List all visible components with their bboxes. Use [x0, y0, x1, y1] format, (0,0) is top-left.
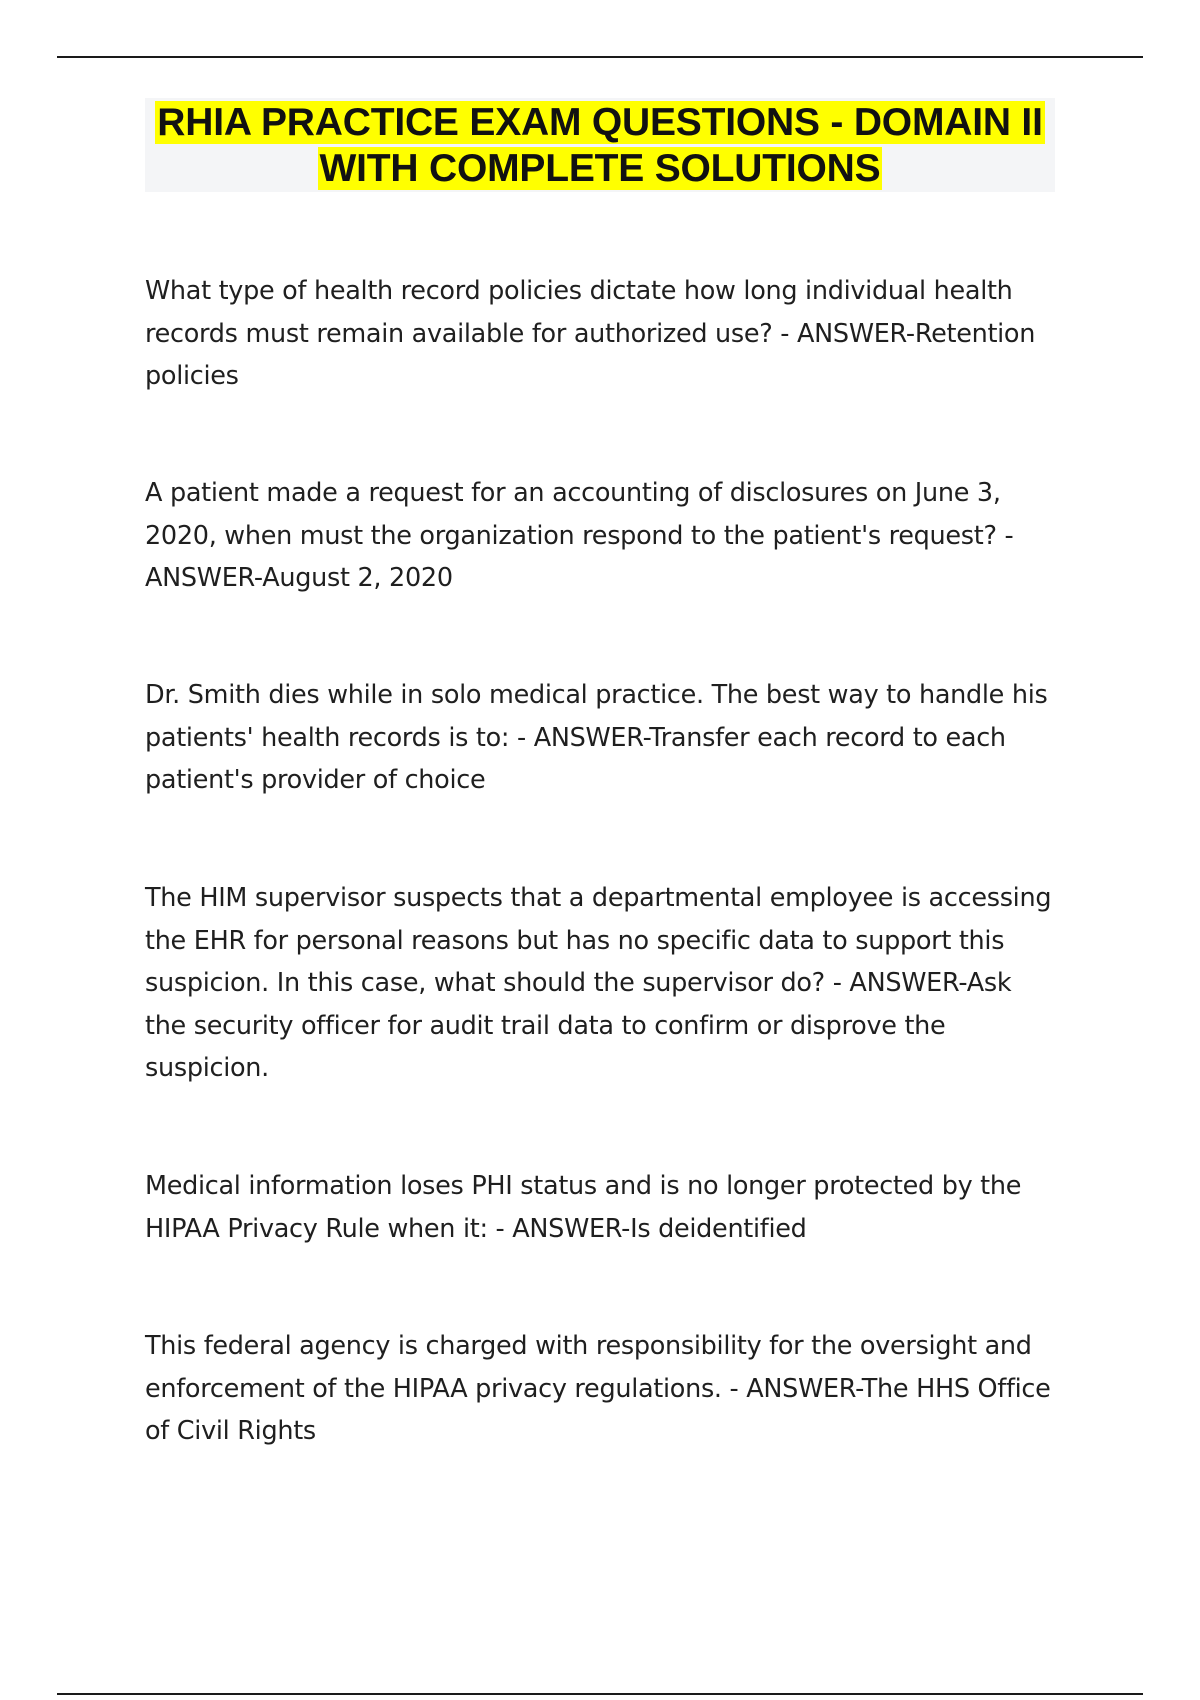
answer-text: The HHS Office of Civil Rights: [145, 1373, 1051, 1446]
question-text: A patient made a request for an accounting of disclosures on June 3, 2020, when must the organization respond to the patient's request?: [145, 478, 1001, 551]
qa-item: [145, 472, 1055, 600]
title-box: [145, 98, 1055, 192]
answer-text: Ask the security officer for audit trail data to confirm or disprove the suspicion.: [145, 968, 1012, 1083]
qa-item: [145, 1325, 1055, 1453]
answer-text: Is deidentified: [630, 1213, 807, 1244]
answer-separator: - ANSWER-: [509, 722, 650, 753]
document-title: [145, 100, 1055, 192]
qa-item: [145, 270, 1055, 398]
title-highlight: RHIA PRACTICE EXAM QUESTIONS - DOMAIN II WITH COMPLETE SOLUTIONS: [157, 101, 1043, 190]
answer-separator: - ANSWER-: [824, 968, 967, 998]
question-text: This federal agency is charged with responsibility for the oversight and enforcement of the HIPAA privacy regulations.: [145, 1331, 1032, 1404]
bottom-rule: [57, 1693, 1143, 1695]
question-text: The HIM supervisor suspects that a departmental employee is accessing the EHR for personal reasons but has no specific data to support this suspicion. In this case, what should the supervisor do?: [145, 883, 1052, 998]
qa-item: [145, 674, 1055, 802]
qa-item: [145, 877, 1055, 1090]
qa-item: [145, 1165, 1055, 1250]
question-text: Medical information loses PHI status and is no longer protected by the HIPAA Privacy Rule when it:: [145, 1171, 1022, 1244]
answer-separator: - ANSWER-: [487, 1213, 631, 1244]
question-text: What type of health record policies dictate how long individual health records must remain available for authorized use?: [145, 276, 1013, 349]
answer-separator: - ANSWER-: [772, 318, 915, 349]
answer-separator: - ANSWER-: [145, 520, 1014, 593]
question-text: Dr. Smith dies while in solo medical practice. The best way to handle his patients' health records is to:: [145, 680, 1048, 753]
answer-text: Transfer each record to each patient's provider of choice: [145, 722, 1006, 795]
answer-text: August 2, 2020: [262, 563, 453, 593]
answer-separator: - ANSWER-: [721, 1373, 862, 1404]
top-rule: [57, 56, 1143, 58]
answer-text: Retention policies: [145, 318, 1036, 391]
